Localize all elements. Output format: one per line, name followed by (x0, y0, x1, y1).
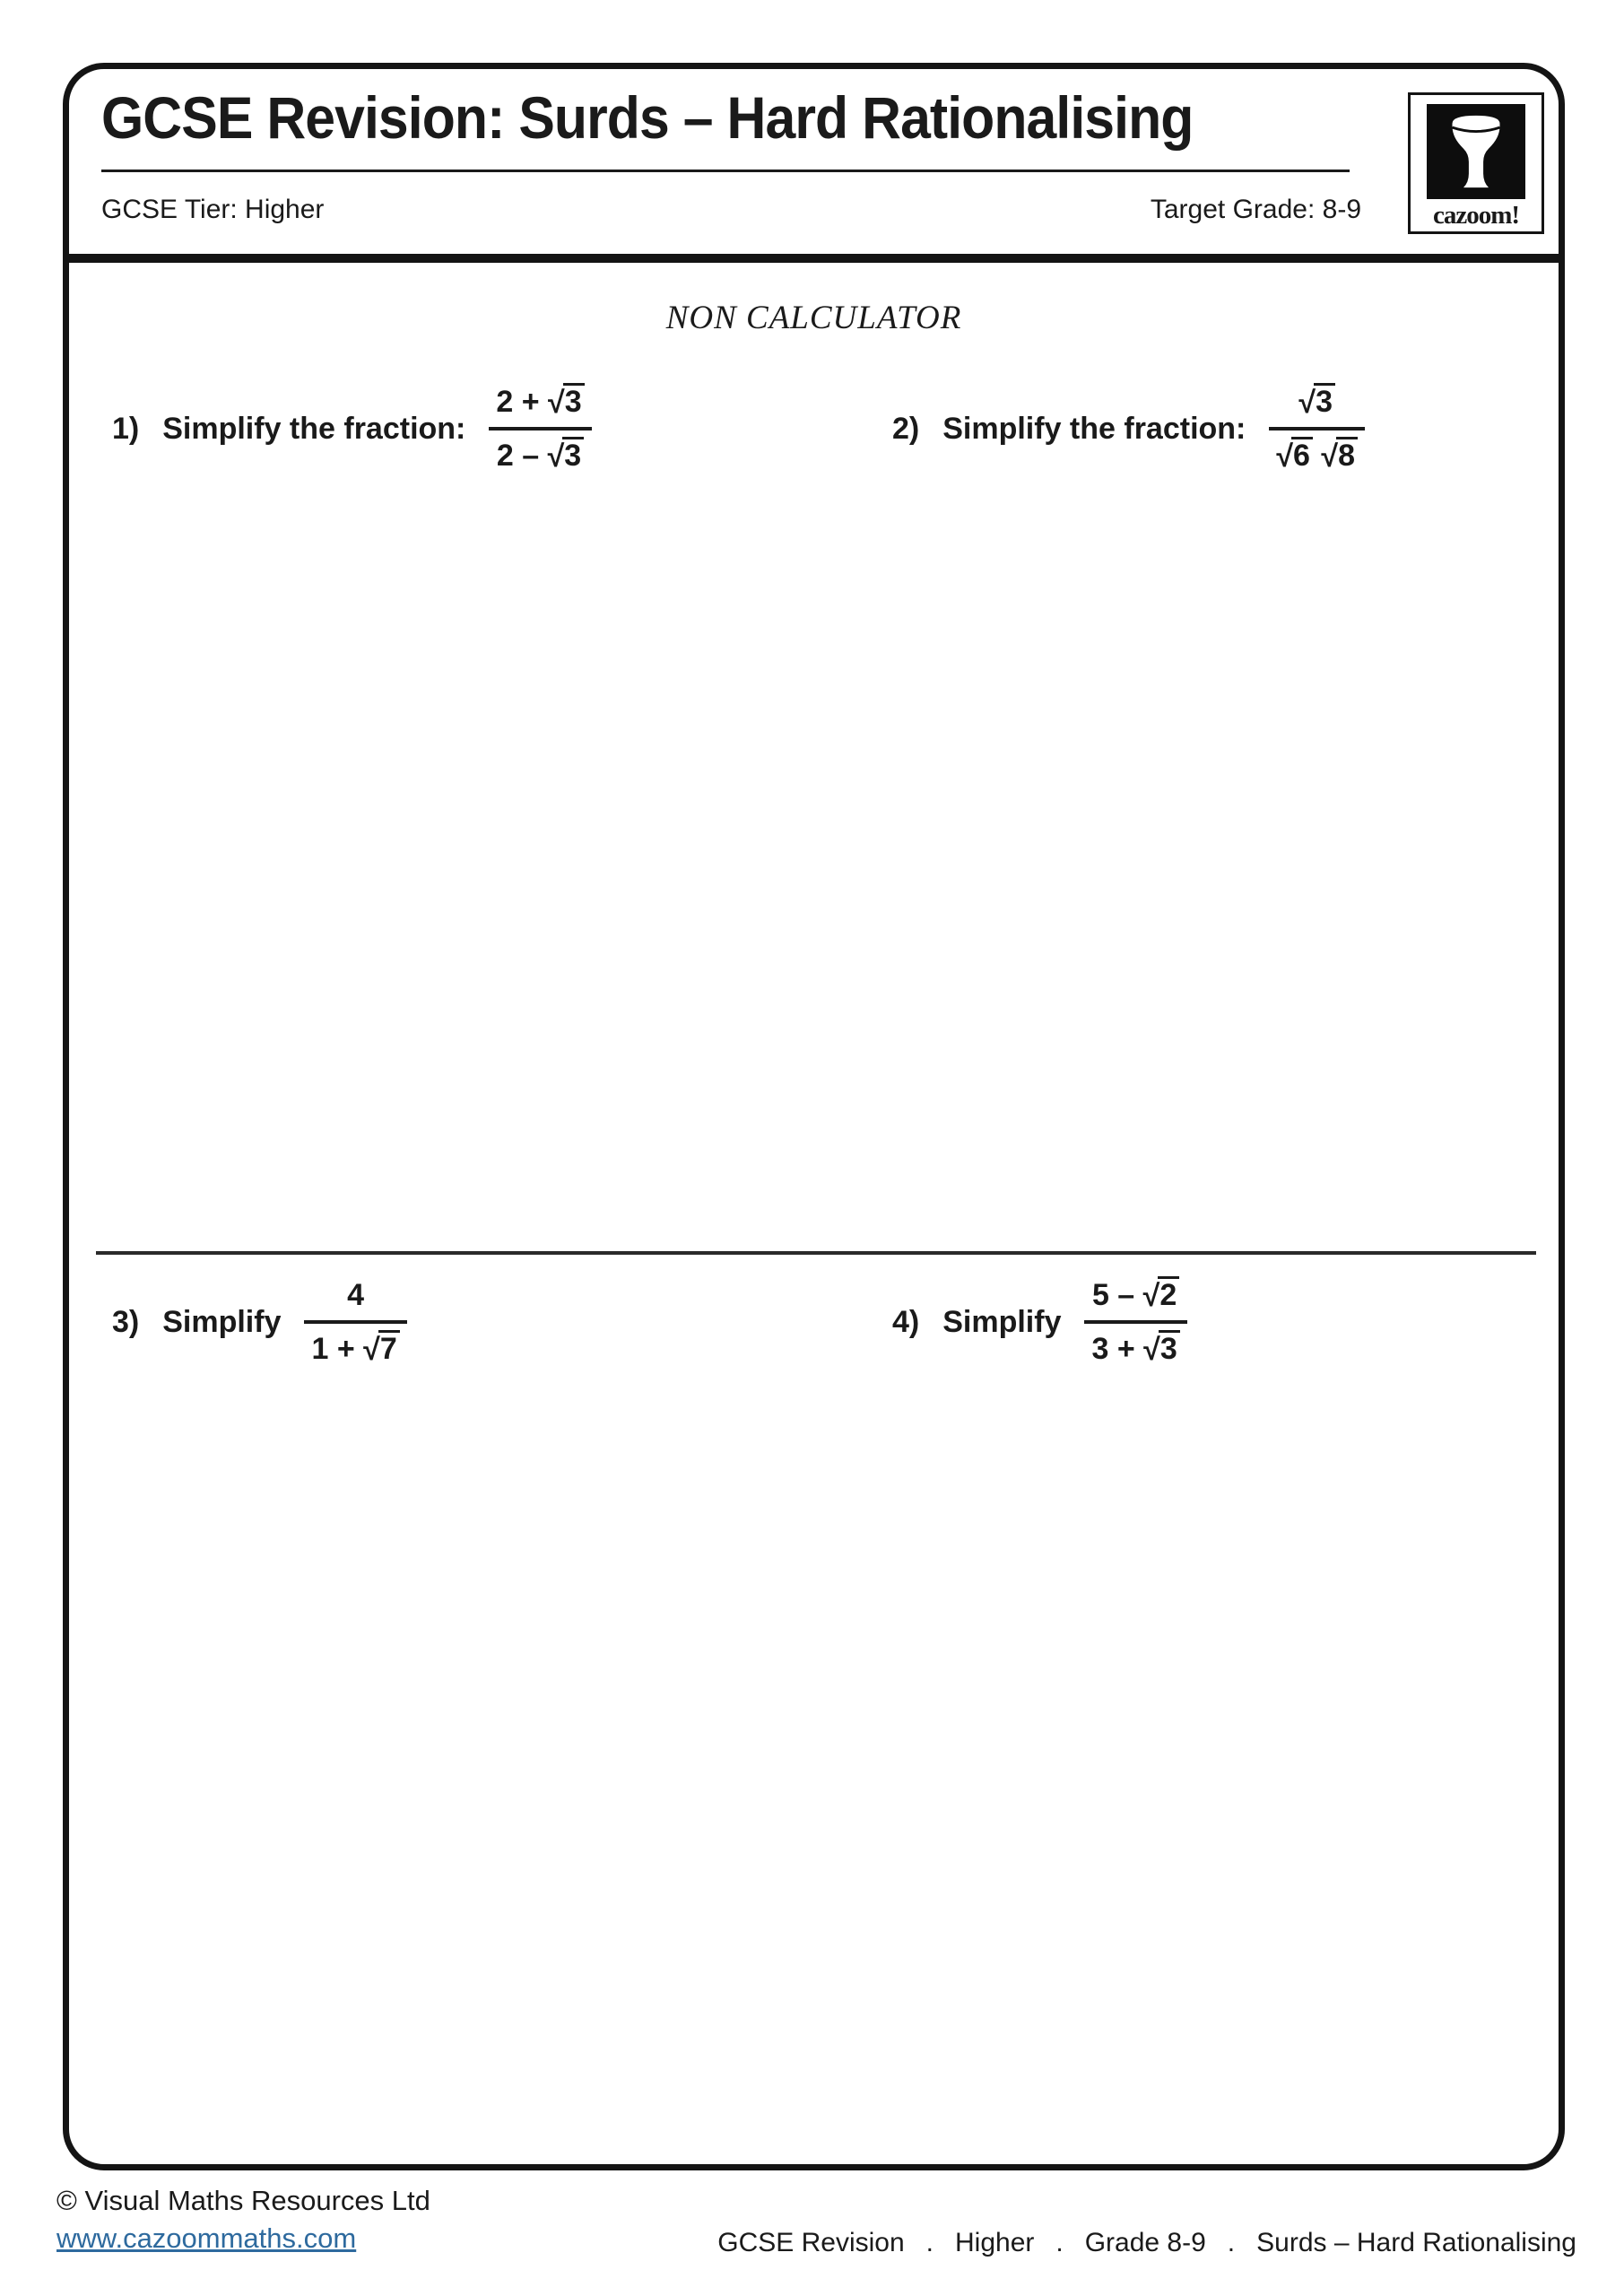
math-text: 3 + (1091, 1331, 1144, 1366)
non-calculator-label: NON CALCULATOR (665, 300, 962, 336)
logo-icon-frame (1427, 104, 1525, 199)
math-text: 2 + (496, 385, 549, 419)
breadcrumb-separator: . (925, 2228, 934, 2257)
djembe-drum-icon (1441, 110, 1511, 193)
question-prompt: Simplify the fraction: (162, 411, 466, 446)
question-prompt: Simplify the fraction: (942, 411, 1246, 446)
breadcrumb-separator: . (1227, 2228, 1236, 2257)
question-1 (112, 383, 592, 474)
radical-sign-icon: √ (548, 386, 565, 420)
radical-sign-icon: √ (1276, 439, 1294, 474)
question-2 (892, 383, 1365, 474)
math-text (1313, 439, 1321, 473)
logo-wordmark: cazoom! (1432, 201, 1520, 230)
sqrt-expression (1276, 439, 1313, 473)
question-prompt: Simplify (162, 1304, 282, 1339)
radical-sign-icon: √ (1321, 439, 1339, 474)
page-title (101, 83, 1288, 152)
question-prompt: Simplify (942, 1304, 1062, 1339)
math-text: 1 + (311, 1331, 364, 1366)
radical-sign-icon: √ (1143, 1332, 1160, 1367)
radical-sign-icon: √ (363, 1332, 380, 1367)
question-number: 4) (892, 1304, 920, 1339)
radicand: 3 (563, 383, 585, 419)
questions-divider (96, 1251, 1536, 1255)
fraction-denominator (304, 1320, 406, 1369)
sqrt-expression (1321, 439, 1358, 473)
fraction (1084, 1276, 1186, 1368)
sqrt-expression (1143, 1332, 1180, 1366)
fraction (304, 1276, 406, 1368)
footer-website-link[interactable]: www.cazoommaths.com (56, 2222, 357, 2254)
header-divider (69, 254, 1559, 263)
radical-sign-icon: √ (547, 439, 565, 474)
radicand: 7 (378, 1330, 400, 1366)
fraction-denominator (1269, 427, 1365, 475)
question-number: 2) (892, 411, 920, 446)
radicand: 8 (1336, 437, 1358, 473)
fraction (1269, 383, 1365, 474)
fraction-numerator (489, 383, 591, 427)
radicand: 6 (1291, 437, 1313, 473)
title-underline (101, 170, 1350, 172)
question-number: 3) (112, 1304, 140, 1339)
radical-sign-icon: √ (1298, 386, 1316, 420)
page-title-text: GCSE Revision: Surds – Hard Rationalising (101, 84, 1194, 151)
fraction-numerator (1269, 383, 1365, 427)
worksheet-sheet (63, 63, 1565, 2170)
breadcrumb-item: Surds – Hard Rationalising (1256, 2228, 1576, 2257)
question-number: 1) (112, 411, 140, 446)
target-grade-label: Target Grade: 8-9 (1150, 195, 1361, 224)
math-text: 5 – (1091, 1278, 1143, 1312)
sqrt-expression (1298, 385, 1335, 419)
sqrt-expression (548, 385, 585, 419)
radicand: 3 (1159, 1330, 1180, 1366)
math-text: 4 (347, 1278, 365, 1312)
radicand: 3 (562, 437, 584, 473)
fraction-numerator (304, 1276, 406, 1320)
fraction (489, 383, 591, 474)
breadcrumb-item: GCSE Revision (717, 2228, 905, 2257)
breadcrumb-item: Grade 8-9 (1084, 2228, 1206, 2257)
fraction-denominator (1084, 1320, 1186, 1369)
cazoom-logo (1408, 92, 1544, 234)
math-text: 2 – (496, 438, 548, 473)
sqrt-expression (548, 439, 585, 473)
radical-sign-icon: √ (1142, 1279, 1160, 1313)
footer-breadcrumb (717, 2228, 1576, 2258)
breadcrumb-separator: . (1055, 2228, 1064, 2257)
fraction-numerator (1084, 1276, 1186, 1320)
sqrt-expression (1143, 1278, 1180, 1312)
radicand: 2 (1158, 1276, 1179, 1312)
radicand: 3 (1314, 383, 1335, 419)
footer-copyright: © Visual Maths Resources Ltd (56, 2185, 430, 2216)
question-4 (892, 1276, 1187, 1368)
fraction-denominator (489, 427, 591, 475)
sqrt-expression (363, 1332, 400, 1366)
question-3 (112, 1276, 407, 1368)
breadcrumb-item: Higher (955, 2228, 1035, 2257)
tier-label: GCSE Tier: Higher (101, 195, 325, 224)
